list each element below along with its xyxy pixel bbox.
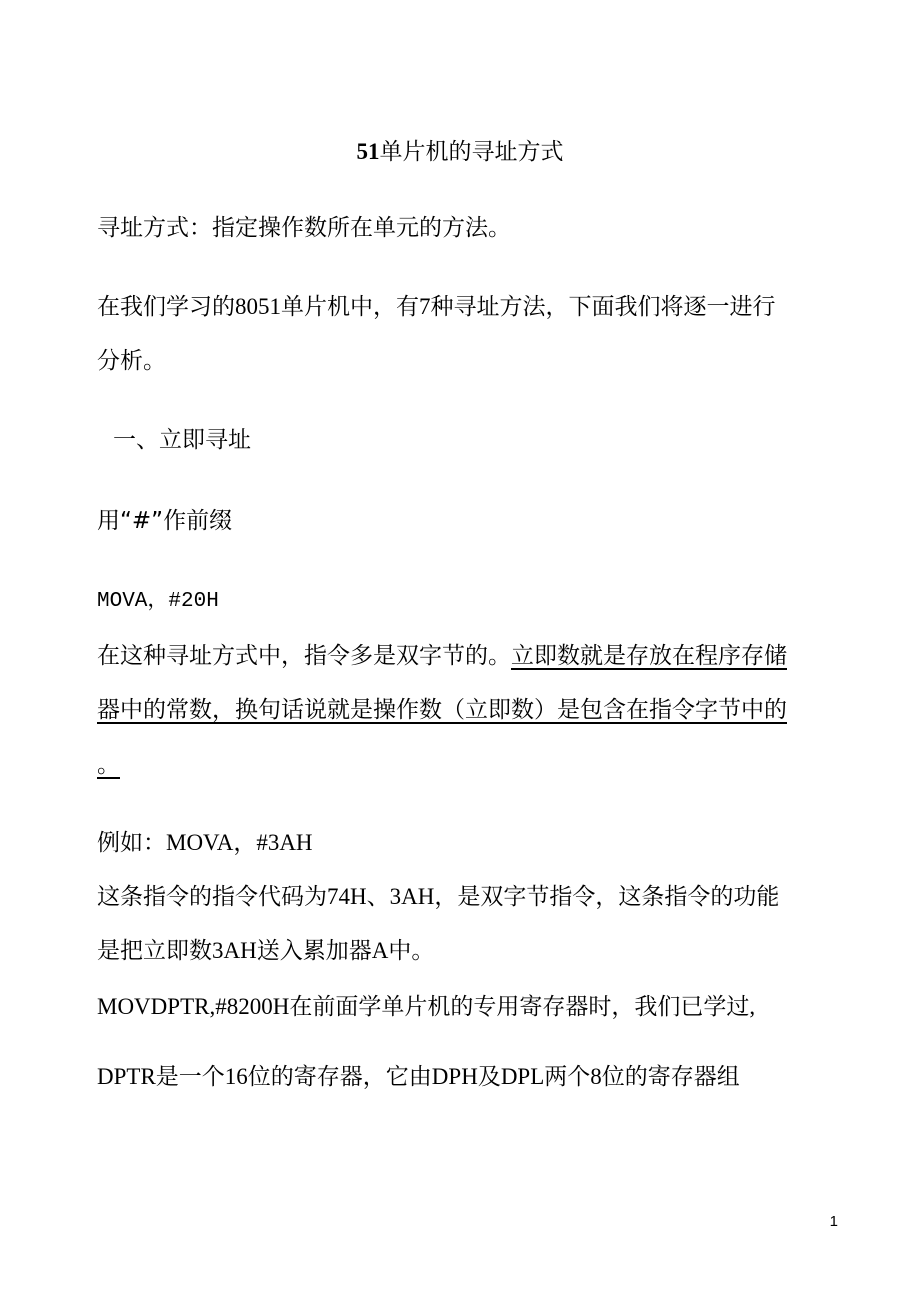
dptr-text: 是一个 bbox=[155, 1064, 225, 1090]
dptr-instruction: MOVDPTR,#8200H bbox=[97, 994, 290, 1019]
dptr-line-1 bbox=[97, 992, 755, 1022]
register-name: DPTR bbox=[97, 1064, 156, 1089]
dptr-text: 两个 bbox=[544, 1064, 591, 1090]
explanation-line-2 bbox=[97, 936, 434, 966]
register-name: DPH bbox=[431, 1064, 478, 1089]
explanation-text: 中。 bbox=[388, 938, 435, 964]
dptr-text: 在前面学单片机的专用寄存器时，我们已学过 bbox=[289, 994, 750, 1020]
opcode-value: 74H bbox=[327, 884, 367, 909]
intro-chip-number: 8051 bbox=[235, 294, 281, 319]
desc-underlined-text: 立即数就是存放在程序存储 bbox=[511, 643, 787, 669]
intro-text: 在我们学习的 bbox=[97, 294, 235, 320]
desc-underlined-text: 。 bbox=[97, 752, 120, 778]
example-label: 例如： bbox=[97, 830, 166, 855]
dptr-text: , bbox=[749, 994, 756, 1019]
intro-line-1 bbox=[97, 292, 776, 322]
register-name: A bbox=[371, 938, 389, 963]
explanation-text: ，是双字节指令，这条指令的功能 bbox=[434, 884, 780, 910]
desc-line-2 bbox=[97, 695, 787, 725]
desc-line-1 bbox=[97, 641, 787, 671]
dptr-text: 位的寄存器组 bbox=[601, 1064, 740, 1090]
bit-width: 8 bbox=[590, 1064, 602, 1089]
dptr-line-2 bbox=[97, 1062, 740, 1092]
explanation-text: 这条指令的指令代码为 bbox=[97, 884, 327, 910]
page-title-prefix: 51 bbox=[356, 139, 380, 164]
intro-text: 种寻址方法，下面我们将逐一进行 bbox=[430, 294, 776, 320]
example-code: MOVA，#3AH bbox=[166, 830, 313, 855]
explanation-text: 是把立即数 bbox=[97, 938, 212, 964]
page-number: 1 bbox=[829, 1213, 838, 1230]
desc-plain-text: 在这种寻址方式中，指令多是双字节的。 bbox=[97, 643, 511, 669]
explanation-text: 送入累加器 bbox=[256, 938, 372, 964]
desc-line-3 bbox=[97, 750, 120, 780]
section-heading: 一、立即寻址 bbox=[113, 427, 251, 453]
intro-line-2: 分析。 bbox=[97, 348, 166, 374]
bit-width: 16 bbox=[224, 1064, 248, 1089]
code-example: MOVA，#20H bbox=[97, 590, 219, 613]
immediate-value: 3AH bbox=[212, 938, 257, 963]
intro-text: 单片机中，有 bbox=[281, 294, 419, 320]
page-title bbox=[0, 137, 920, 167]
register-name: DPL bbox=[500, 1064, 545, 1089]
prefix-note: 用“#”作前缀 bbox=[97, 508, 233, 534]
explanation-line-1 bbox=[97, 882, 779, 912]
dptr-text: 及 bbox=[477, 1064, 501, 1090]
operand-value: 3AH bbox=[389, 884, 435, 909]
explanation-text: 、 bbox=[366, 884, 390, 910]
dptr-text: 位的寄存器，它由 bbox=[247, 1064, 432, 1090]
page-title-main: 单片机的寻址方式 bbox=[379, 139, 564, 165]
definition-line: 寻址方式：指定操作数所在单元的方法。 bbox=[97, 215, 511, 241]
example-line bbox=[97, 828, 313, 858]
intro-mode-count: 7 bbox=[419, 294, 431, 319]
desc-underlined-text: 器中的常数，换句话说就是操作数（立即数）是包含在指令字节中的 bbox=[97, 697, 787, 723]
